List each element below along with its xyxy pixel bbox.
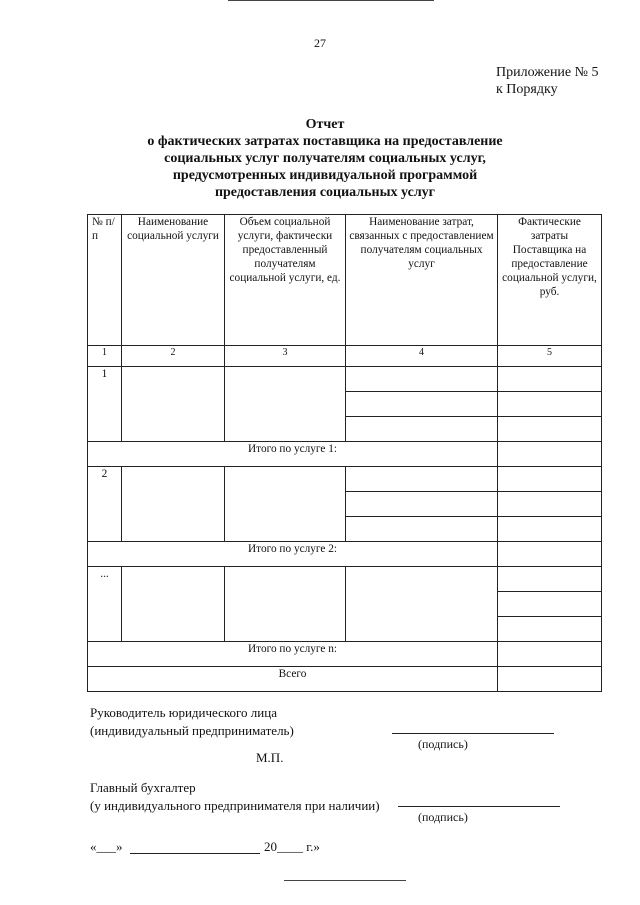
cell-actual-cost bbox=[498, 467, 602, 492]
head-signature-line bbox=[392, 733, 554, 734]
column-number-3: 3 bbox=[225, 346, 346, 367]
cell-volume bbox=[225, 367, 346, 442]
title-line-3: социальных услуг получателям социальных услуг, bbox=[164, 151, 486, 166]
cell-actual-cost bbox=[498, 367, 602, 392]
cell-actual-cost bbox=[498, 492, 602, 517]
cell-cost-name bbox=[346, 392, 498, 417]
grand-total-label: Всего bbox=[88, 667, 498, 692]
total-label-service-n: Итого по услуге n: bbox=[88, 642, 498, 667]
total-row bbox=[88, 542, 602, 567]
row-number-1: 1 bbox=[88, 367, 122, 442]
total-row bbox=[88, 442, 602, 467]
total-value bbox=[498, 442, 602, 467]
appendix-line-1: Приложение № 5 bbox=[496, 65, 599, 80]
total-label-service-1: Итого по услуге 1: bbox=[88, 442, 498, 467]
date-year: 20____ г.» bbox=[264, 839, 320, 854]
cell-actual-cost bbox=[498, 617, 602, 642]
report-title bbox=[60, 116, 590, 201]
header-cell-actual-costs: Фактические затраты Поставщика на предоставление социальной услуги, руб. bbox=[498, 215, 602, 346]
total-label-service-2: Итого по услуге 2: bbox=[88, 542, 498, 567]
column-number-row bbox=[88, 346, 602, 367]
date-month-line bbox=[130, 853, 260, 854]
header-cell-cost-name: Наименование затрат, связанных с предоставлением получателям социальных услуг bbox=[346, 215, 498, 346]
head-line-2: (индивидуальный предприниматель) bbox=[90, 723, 294, 738]
cell-cost-name bbox=[346, 517, 498, 542]
cell-actual-cost bbox=[498, 517, 602, 542]
accountant-signature-caption: (подпись) bbox=[418, 810, 468, 824]
header-cell-number: № п/п bbox=[88, 215, 122, 346]
total-value bbox=[498, 542, 602, 567]
cell-service-name bbox=[122, 367, 225, 442]
appendix-note bbox=[496, 64, 599, 98]
cell-service-name bbox=[122, 567, 225, 642]
head-signature-label bbox=[90, 704, 294, 740]
cell-service-name bbox=[122, 467, 225, 542]
table-row bbox=[88, 367, 602, 392]
column-number-4: 4 bbox=[346, 346, 498, 367]
cell-actual-cost bbox=[498, 392, 602, 417]
report-table bbox=[87, 214, 602, 692]
appendix-line-2: к Порядку bbox=[496, 82, 558, 97]
top-rule bbox=[228, 0, 434, 1]
column-number-5: 5 bbox=[498, 346, 602, 367]
title-line-2: о фактических затратах поставщика на предоставление bbox=[147, 134, 503, 149]
date-open: «___» bbox=[90, 839, 123, 854]
accountant-line-2: (у индивидуального предпринимателя при наличии) bbox=[90, 798, 380, 813]
total-row bbox=[88, 642, 602, 667]
accountant-signature-label bbox=[90, 779, 380, 815]
header-cell-volume: Объем социальной услуги, фактически предоставленный получателям социальной услуги, ед. bbox=[225, 215, 346, 346]
accountant-signature-line bbox=[398, 806, 560, 807]
cell-actual-cost bbox=[498, 567, 602, 592]
grand-total-row bbox=[88, 667, 602, 692]
cell-volume bbox=[225, 567, 346, 642]
title-line-1: Отчет bbox=[305, 117, 345, 132]
page-number: 27 bbox=[314, 36, 326, 50]
cell-cost-name bbox=[346, 417, 498, 442]
accountant-line-1: Главный бухгалтер bbox=[90, 780, 196, 795]
row-number-n: ... bbox=[88, 567, 122, 642]
cell-volume bbox=[225, 467, 346, 542]
cell-cost-name bbox=[346, 567, 498, 642]
table-row bbox=[88, 567, 602, 592]
row-number-2: 2 bbox=[88, 467, 122, 542]
title-line-4: предусмотренных индивидуальной программой bbox=[172, 168, 478, 183]
bottom-rule bbox=[284, 880, 406, 881]
cell-cost-name bbox=[346, 492, 498, 517]
head-line-1: Руководитель юридического лица bbox=[90, 705, 277, 720]
column-number-2: 2 bbox=[122, 346, 225, 367]
cell-actual-cost bbox=[498, 592, 602, 617]
header-cell-service-name: Наименование социальной услуги bbox=[122, 215, 225, 346]
head-signature-caption: (подпись) bbox=[418, 737, 468, 751]
stamp-label: М.П. bbox=[256, 750, 284, 765]
cell-cost-name bbox=[346, 467, 498, 492]
cell-actual-cost bbox=[498, 417, 602, 442]
header-row bbox=[88, 215, 602, 346]
grand-total-value bbox=[498, 667, 602, 692]
title-line-5: предоставления социальных услуг bbox=[214, 185, 436, 200]
column-number-1: 1 bbox=[88, 346, 122, 367]
total-value bbox=[498, 642, 602, 667]
cell-cost-name bbox=[346, 367, 498, 392]
table-row bbox=[88, 467, 602, 492]
